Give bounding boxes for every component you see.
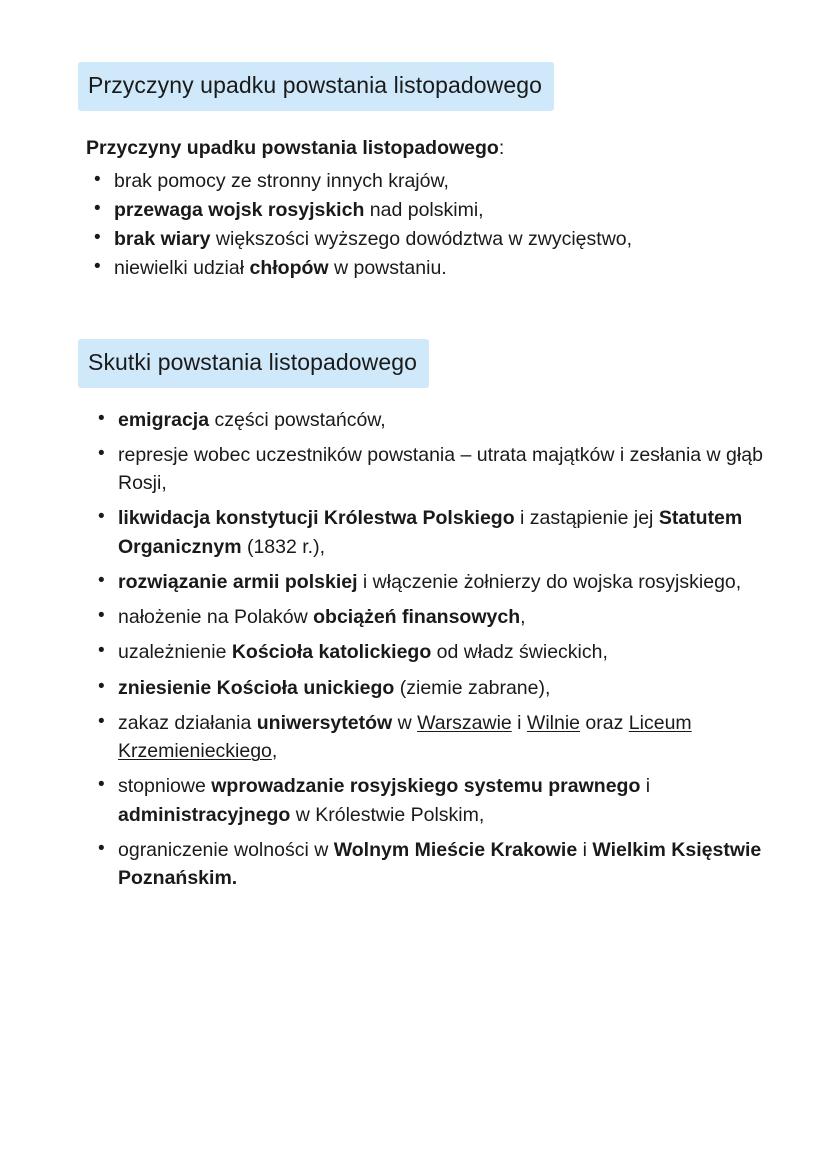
causes-lead-bold: Przyczyny upadku powstania listopadowego (86, 136, 499, 159)
list-item: • niewielki udział chłopów w powstaniu. (78, 254, 768, 282)
effects-list (78, 406, 768, 893)
causes-lead-paragraph (86, 135, 768, 163)
section-1 (78, 62, 768, 283)
list-item: • uzależnienie Kościoła katolickiego od władz świeckich, (78, 638, 768, 666)
list-item: • represje wobec uczestników powstania – utrata majątków i zesłania w głąb Rosji, (78, 441, 768, 498)
section-heading-causes: Przyczyny upadku powstania listopadowego (78, 62, 554, 111)
list-item: • zakaz działania uniwersytetów w Warszawie i Wilnie oraz Liceum Krzemienieckiego, (78, 709, 768, 766)
list-item: • rozwiązanie armii polskiej i włączenie żołnierzy do wojska rosyjskiego, (78, 568, 768, 596)
list-item: • nałożenie na Polaków obciążeń finansowych, (78, 603, 768, 631)
list-item: • zniesienie Kościoła unickiego (ziemie zabrane), (78, 674, 768, 702)
list-item: • emigracja części powstańców, (78, 406, 768, 434)
list-item: • likwidacja konstytucji Królestwa Polskiego i zastąpienie jej Statutem Organicznym (1832 r.), (78, 504, 768, 561)
list-item: • ograniczenie wolności w Wolnym Mieście Krakowie i Wielkim Księstwie Poznańskim. (78, 836, 768, 893)
list-item: • brak pomocy ze stronny innych krajów, (78, 167, 768, 195)
list-item: • brak wiary większości wyższego dowództwa w zwycięstwo, (78, 225, 768, 253)
causes-list (78, 167, 768, 283)
list-item: • stopniowe wprowadzanie rosyjskiego systemu prawnego i administracyjnego w Królestwie Polskim, (78, 772, 768, 829)
section-heading-effects: Skutki powstania listopadowego (78, 339, 429, 388)
list-item: • przewaga wojsk rosyjskich nad polskimi, (78, 196, 768, 224)
causes-lead-colon: : (498, 136, 505, 159)
section-2 (78, 339, 768, 893)
